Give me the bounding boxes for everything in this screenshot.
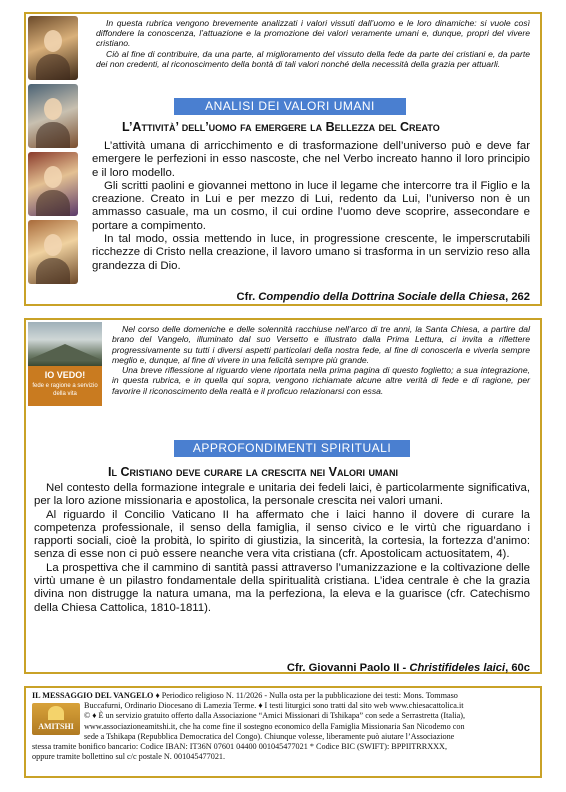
citation-prefix: Cfr. (236, 291, 259, 303)
logo-text: AMITSHI (38, 722, 74, 731)
io-vedo-subtitle: fede e ragione a servizio della vita (32, 383, 98, 397)
footer-line: IL MESSAGGIO DEL VANGELO ♦ Periodico religioso N. 11/2026 - Nulla osta per la pubblicazione dei testi: Mons. Tommaso (32, 691, 458, 700)
citation (287, 662, 530, 674)
amitshi-logo (32, 703, 80, 735)
footer-line: sede a Tshikapa (Repubblica Democratica del Congo). Chiunque volesse, liberamente può aiutare l’Associazione (84, 731, 455, 741)
citation-title: Compendio della Dottrina Sociale della Chiesa (258, 291, 506, 303)
section-banner: ANALISI DEI VALORI UMANI (174, 98, 406, 115)
sun-icon (48, 706, 64, 720)
section-banner: APPROFONDIMENTI SPIRITUALI (174, 440, 410, 457)
rubric-intro (96, 18, 530, 69)
citation-suffix: , 262 (505, 291, 530, 303)
citation-prefix: Cfr. Giovanni Paolo II - (286, 662, 410, 674)
footer-line: stessa tramite bonifico bancario: Codice IBAN: IT36N 07601 04400 001045477021 * Codice BIC (SWIFT): BPPIITRRXXX, (32, 742, 448, 752)
article-body (34, 482, 530, 615)
portrait-image (28, 220, 78, 284)
footer-line: Buccafurni, Ordinario Diocesano di Lamezia Terme. ♦ I testi liturgici sono tratti dal sito web www.chiesacattolica.it (84, 701, 464, 711)
citation (237, 291, 530, 303)
io-vedo-title: IO VEDO! (44, 370, 86, 380)
values-analysis-panel (24, 12, 542, 306)
article-paragraph: In tal modo, ossia mettendo in luce, in progressione crescente, le imperscrutabili ricchezze di Cristo nella creazione, il lavoro umano si trasforma in un servizio reso alla grandezza di Dio. (92, 233, 530, 272)
citation-title: Christifideles laici (409, 662, 506, 674)
portrait-image (28, 16, 78, 80)
intro-paragraph: In questa rubrica vengono brevemente analizzati i valori vissuti dall’uomo e le loro dinamiche: si vuole così diffondere la conoscenza, l’attuazione e la promozione dei valori veramente umani e, dunque, propri del vivere cristiano. (96, 18, 530, 49)
rubric-intro (112, 324, 530, 396)
article-body (92, 140, 530, 273)
article-paragraph: Nel contesto della formazione integrale e unitaria dei fedeli laici, è particolarmente significativa, per la loro azione missionaria e apostolica, la personale crescita nei valori umani. (34, 482, 530, 508)
publication-footer (24, 686, 542, 778)
footer-line: www.associazioneamitshi.it, che ha come fine il sostegno economico della Famiglia Missionaria San Nicodemo con (84, 721, 465, 731)
io-vedo-label (28, 366, 102, 406)
article-heading: L’Attività’ dell’uomo fa emergere la Bellezza del Creato (122, 120, 440, 134)
intro-paragraph: Nel corso delle domeniche e delle solennità racchiuse nell’arco di tre anni, la Santa Chiesa, a partire dal brano del Vangelo, illuminato dal suo Versetto e illustrato dalla Prima Lettura, ci invita a riflettere progressivamente su tutti i diversi aspetti particolari della nostra fede, al fine di conoscerla e viverla sempre meglio e, dunque, al fine di vivere in una felicità sempre più grande. (112, 324, 530, 365)
landscape-image (28, 322, 102, 366)
article-paragraph: La prospettiva che il cammino di santità passi attraverso l’umanizzazione e la coltivazione delle virtù umane è un pilastro fondamentale della spiritualità cristiana. L’idea centrale è che la grazia divina non distrugge la natura umana, ma la perfeziona, la eleva e la guarisce (cfr. Catechismo della Chiesa Cattolica, 1810-1811). (34, 561, 530, 614)
footer-line: © ♦ È un servizio gratuito offerto dalla Associazione “Amici Missionari di Tshikapa” con sede a Serrastretta (Italia), (84, 711, 466, 721)
article-paragraph: Gli scritti paolini e giovannei mettono in luce il legame che intercorre tra il Figlio e la creazione. Creato in Lui e per mezzo di Lui, redento da Lui, l’universo non è un ammasso casuale, ma un cosmo, il cui ordine l’uomo deve scoprire, assecondare e portare a compimento. (92, 179, 530, 232)
saints-image-strip (28, 16, 80, 288)
article-heading: Il Cristiano deve curare la crescita nei Valori umani (108, 465, 398, 479)
portrait-image (28, 84, 78, 148)
spiritual-insights-panel (24, 318, 542, 674)
citation-suffix: , 60c (505, 662, 530, 674)
footer-line: oppure tramite bollettino sul c/c postale N. 001045477021. (32, 752, 226, 762)
io-vedo-image (28, 322, 102, 406)
intro-paragraph: Ciò al fine di contribuire, da una parte, al miglioramento del vissuto della fede da parte dei cristiani e, da parte dei non credenti, al riconoscimento della bontà di tali valori nonché della necessità della grazia per attuarli. (96, 48, 530, 69)
publication-title: IL MESSAGGIO DEL VANGELO (32, 691, 154, 700)
article-paragraph: Al riguardo il Concilio Vaticano II ha affermato che i laici hanno il dovere di curare la competenza professionale, il senso della famiglia, il senso civico e le virtù che riguardano i rapporti sociali, cioè la probità, lo spirito di giustizia, la sincerità, la cortesia, la fortezza d’animo: senza di esse non ci può essere neanche vera vita cristiana (cfr. Apostolicam actuositatem, 4). (34, 508, 530, 561)
article-paragraph: L’attività umana di arricchimento e di trasformazione dell’universo può e deve far emergere le perfezioni in esso nascoste, che nel Verbo increato hanno il loro principio e il loro modello. (92, 140, 530, 179)
portrait-image (28, 152, 78, 216)
intro-paragraph: Una breve riflessione al riguardo viene riportata nella prima pagina di questo foglietto; a sua integrazione, in questa rubrica, e in quella qui sopra, vengono richiamate alcune altre verità di fede e di ragione, per favorire il riconoscimento della realtà e il proficuo relazionarsi con essa. (112, 365, 530, 396)
